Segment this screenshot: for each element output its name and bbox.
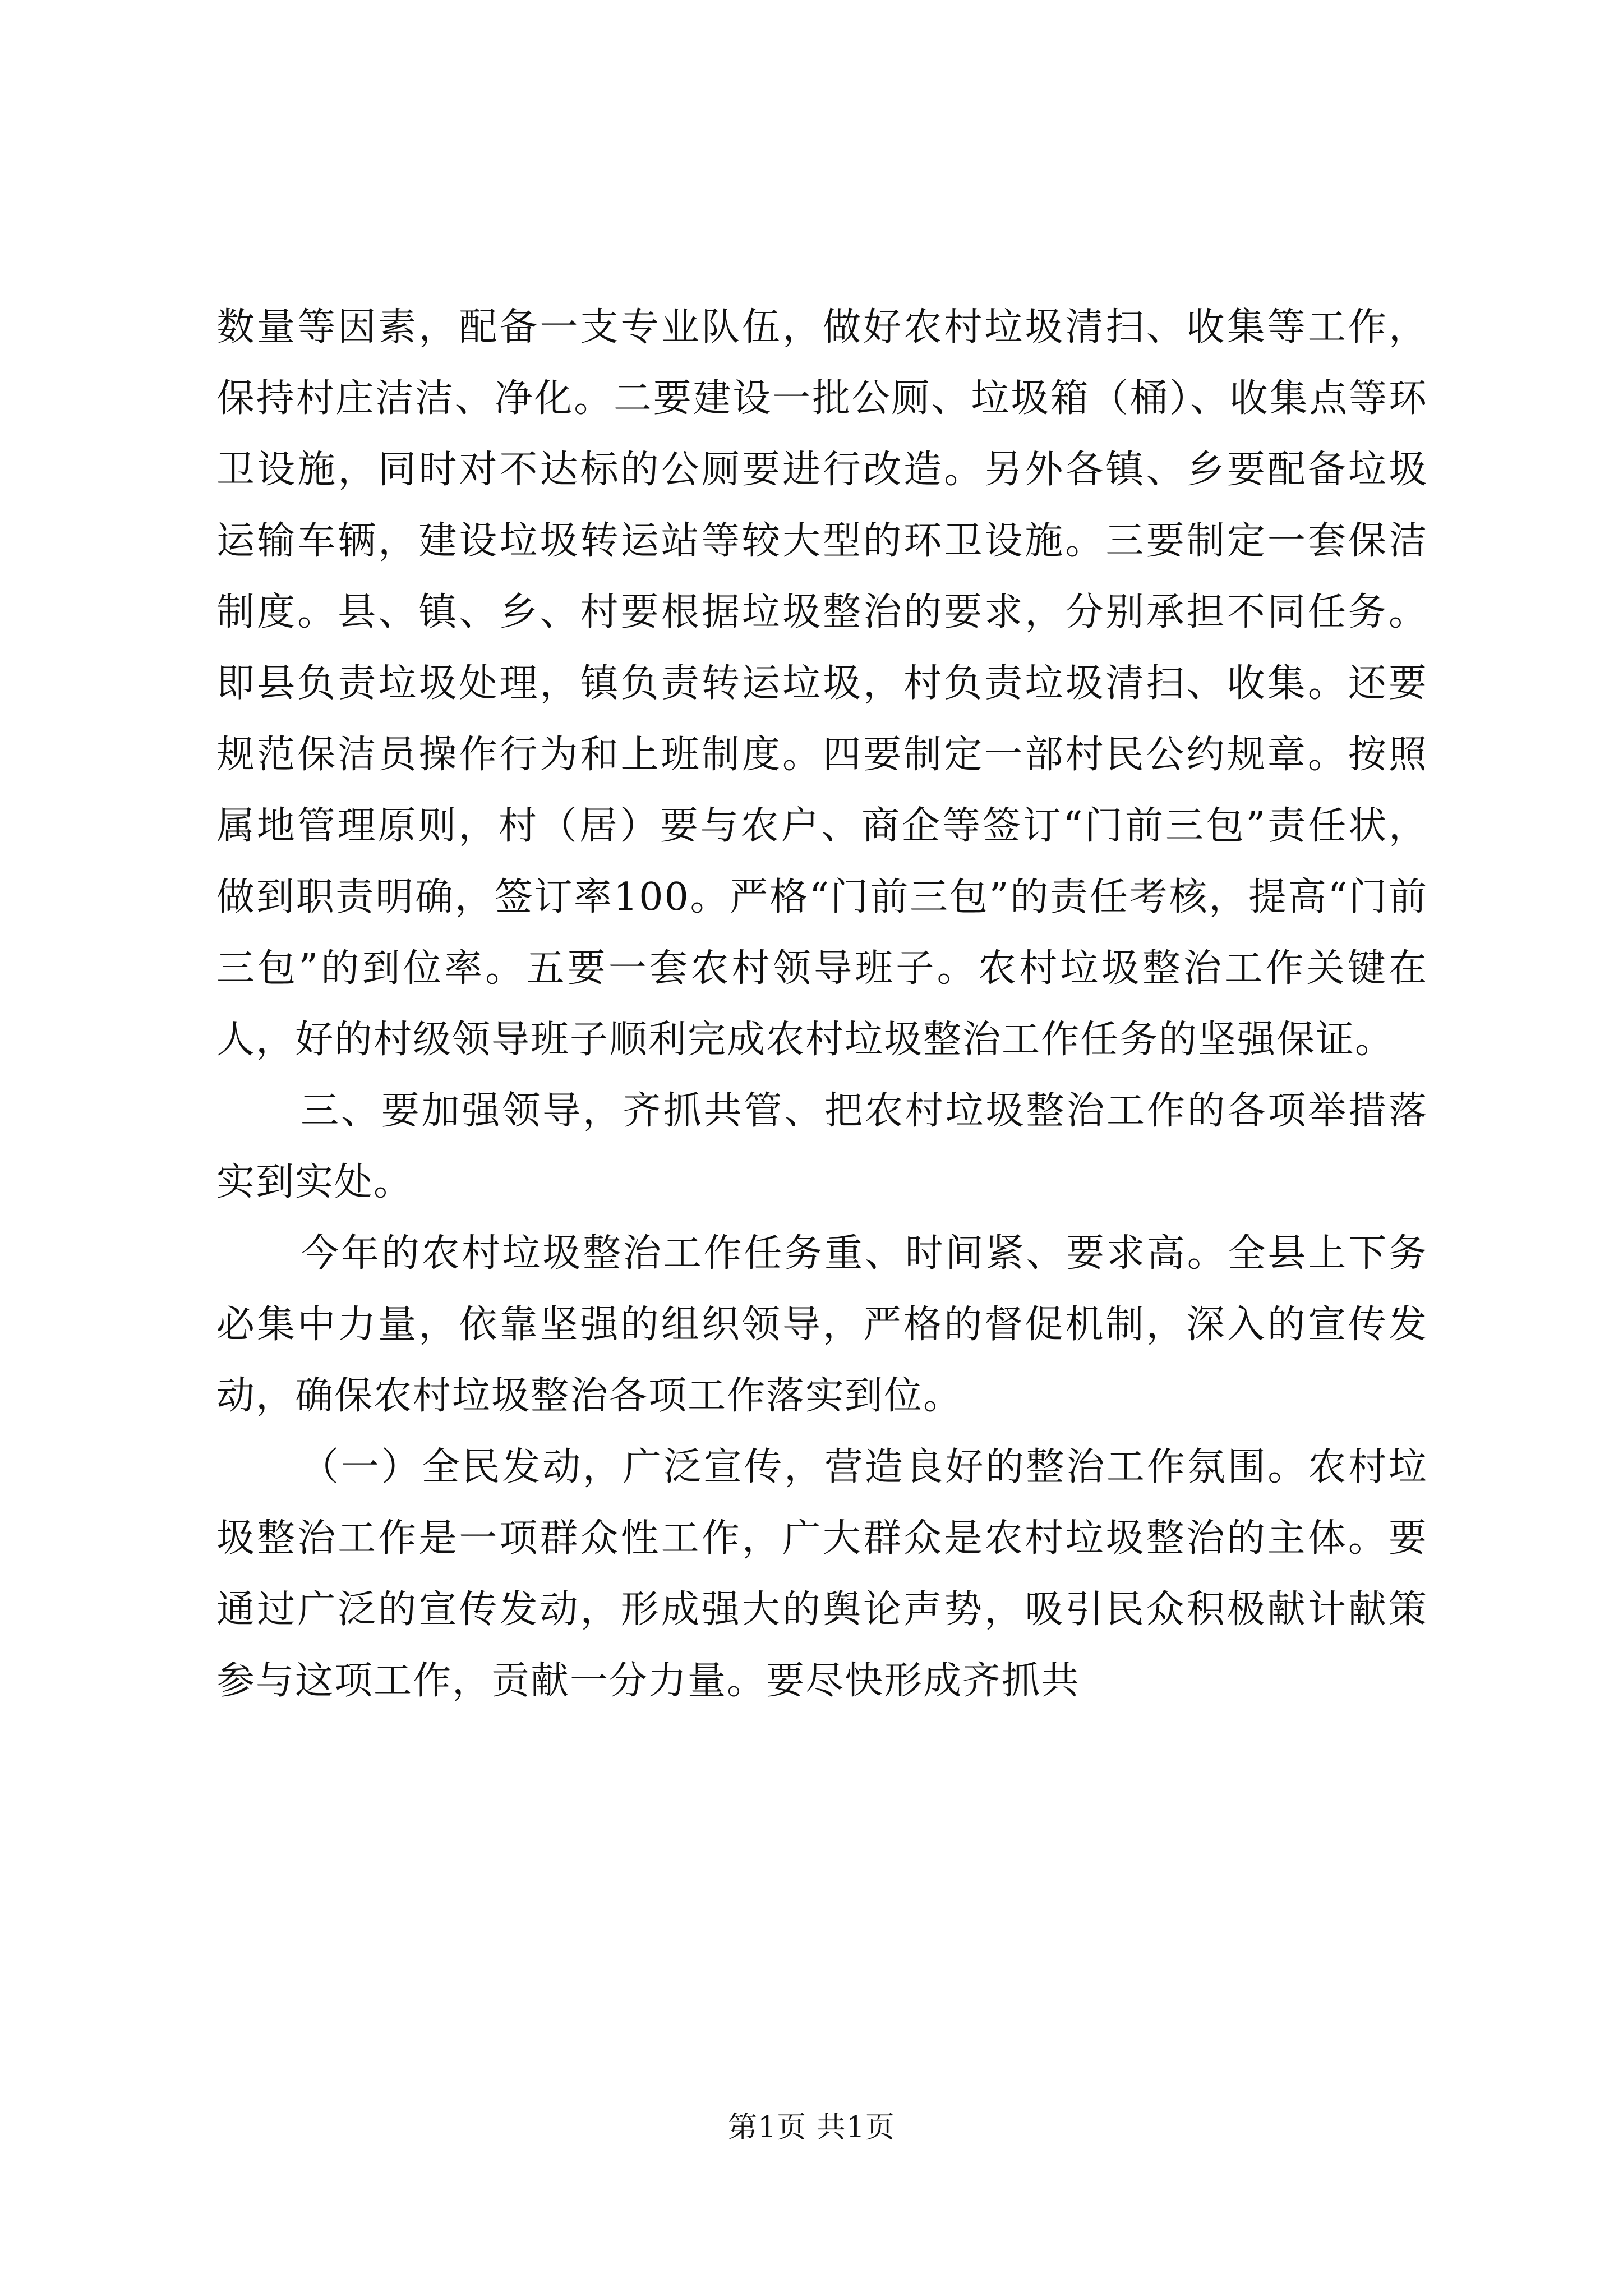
paragraph-continued: 数量等因素，配备一支专业队伍，做好农村垃圾清扫、收集等工作，保持村庄洁洁、净化。二要建设一批公厕、垃圾箱（桶）、收集点等环卫设施，同时对不达标的公厕要进行改造。另外各镇、乡要配备垃圾运输车辆，建设垃圾转运站等较大型的环卫设施。三要制定一套保洁制度。县、镇、乡、村要根据垃圾整治的要求，分别承担不同任务。即县负责垃圾处理，镇负责转运垃圾，村负责垃圾清扫、收集。还要规范保洁员操作行为和上班制度。四要制定一部村民公约规章。按照属地管理原则，村（居）要与农户、商企等签订“门前三包”责任状，做到职责明确，签订率100。严格“门前三包”的责任考核，提高“门前三包”的到位率。五要一套农村领导班子。农村垃圾整治工作关键在人，好的村级领导班子顺利完成农村垃圾整治工作任务的坚强保证。 bbox=[216, 305, 1428, 1062]
paragraph: 今年的农村垃圾整治工作任务重、时间紧、要求高。全县上下务必集中力量，依靠坚强的组织领导，严格的督促机制，深入的宣传发动，确保农村垃圾整治各项工作落实到位。 bbox=[216, 1231, 1428, 1418]
section-heading: 三、要加强领导，齐抓共管、把农村垃圾整治工作的各项举措落实到实处。 bbox=[216, 1089, 1428, 1204]
paragraph: （一）全民发动，广泛宣传，营造良好的整治工作氛围。农村垃圾整治工作是一项群众性工作，广大群众是农村垃圾整治的主体。要通过广泛的宣传发动，形成强大的舆论声势，吸引民众积极献计献策参与这项工作，贡献一分力量。要尽快形成齐抓共 bbox=[216, 1445, 1428, 1703]
document-body bbox=[216, 292, 1428, 1717]
page-number-footer: 第1页 共1页 bbox=[728, 2111, 895, 2145]
